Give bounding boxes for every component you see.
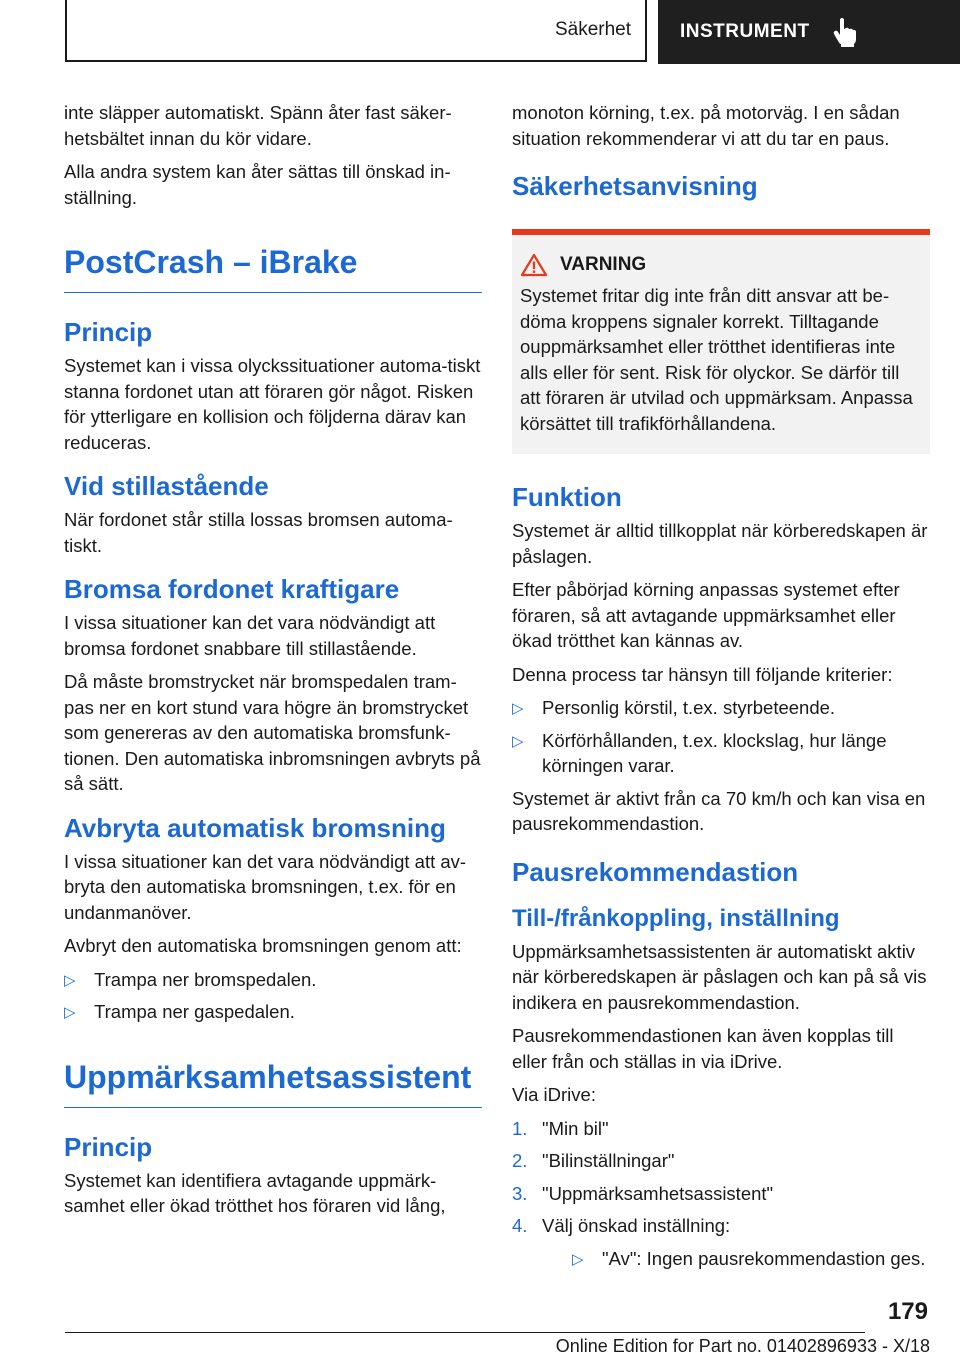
triangle-bullet-icon: ▷ bbox=[64, 971, 76, 989]
sub-bullet-list bbox=[572, 1246, 930, 1272]
paragraph: Denna process tar hänsyn till följande kriterier: bbox=[512, 663, 893, 685]
section-heading-sakerhetsanvisning: Säkerhetsanvisning bbox=[512, 171, 758, 201]
section-heading-pausrekommendastion: Pausrekommendastion bbox=[512, 856, 799, 887]
triangle-bullet-icon: ▷ bbox=[512, 700, 524, 717]
list-item: ▷ Personlig körstil, t.ex. styrbeteende. bbox=[512, 695, 930, 721]
left-column bbox=[64, 100, 482, 1227]
warning-box bbox=[512, 229, 930, 454]
paragraph: Efter påbörjad körning anpassas systemet efter föraren, så att avtagande uppmärksamhet eller ökad trötthet kan kännas av. bbox=[512, 579, 900, 651]
section-heading-funktion: Funktion bbox=[512, 482, 622, 512]
footer-divider bbox=[65, 1332, 865, 1333]
numbered-list bbox=[512, 1116, 930, 1272]
triangle-bullet-icon: ▷ bbox=[64, 1004, 76, 1021]
section-heading-avbryta: Avbryta automatisk bromsning bbox=[64, 812, 446, 843]
page-number: 179 bbox=[887, 1298, 928, 1325]
page-header bbox=[65, 0, 960, 64]
paragraph: Systemet är alltid tillkopplat när körberedskapen är påslagen. bbox=[512, 520, 928, 567]
paragraph: Systemet är aktivt från ca 70 km/h och kan visa en pausrekommendastion. bbox=[512, 787, 926, 834]
warning-text: Systemet fritar dig inte från ditt ansvar att be-döma kroppens signaler korrekt. Tilltagande ouppmärksamhet eller trötthet identifieras inte alls eller för sent. Risk för olyckor. Se därför till att föraren är utvilad och uppmärksam. Anpassa körsättet till trafikförhållandena. bbox=[520, 285, 913, 434]
right-column bbox=[512, 100, 930, 1278]
paragraph: Då måste bromstrycket när bromspedalen tram-pas ner en kort stund vara högre än bromstrycket som genereras av den automatiska bromsfunk-tionen. Den automatiska inbromsningen avbryts på så sätt. bbox=[64, 671, 481, 794]
paragraph: Systemet kan i vissa olyckssituationer automa-tiskt stanna fordonet utan att föraren gör något. Risken för ytterligare en kollision och följderna därav kan reduceras. bbox=[64, 355, 481, 453]
triangle-bullet-icon: ▷ bbox=[572, 1250, 584, 1268]
paragraph: När fordonet står stilla lossas bromsen automa-tiskt. bbox=[64, 509, 453, 556]
section-tab[interactable] bbox=[65, 0, 647, 62]
section-heading-princip: Princip bbox=[64, 1131, 153, 1162]
chapter-tab[interactable] bbox=[658, 0, 960, 64]
bullet-list bbox=[512, 695, 930, 779]
paragraph: inte släpper automatiskt. Spänn åter fast säker-hetsbältet innan du kör vidare. bbox=[64, 102, 452, 149]
section-heading-stillastaende: Vid stillastående bbox=[64, 471, 269, 501]
paragraph: Uppmärksamhetsassistenten är automatiskt aktiv när körberedskapen är påslagen och kan på så vis indikera en pausrekommendastion. bbox=[512, 940, 927, 1013]
list-item: ▷ Trampa ner bromspedalen. bbox=[64, 967, 482, 993]
paragraph: I vissa situationer kan det vara nödvändigt att bromsa fordonet snabbare till stillastående. bbox=[64, 612, 436, 659]
chapter-label: INSTRUMENT bbox=[680, 21, 810, 42]
chapter-heading-uppmarksamhet: Uppmärksamhetsassistent bbox=[64, 1057, 482, 1108]
list-item: ▷ Körförhållanden, t.ex. klockslag, hur länge körningen varar. bbox=[512, 729, 887, 776]
chapter-heading-postcrash: PostCrash – iBrake bbox=[64, 242, 482, 293]
list-item: ▷ Trampa ner gaspedalen. bbox=[64, 999, 482, 1025]
paragraph: Via iDrive: bbox=[512, 1084, 596, 1105]
paragraph: I vissa situationer kan det vara nödvändigt att av-bryta den automatiska bromsningen, t.ex. för en undanmanöver. bbox=[64, 850, 467, 923]
list-item: 2. "Bilinställningar" bbox=[512, 1150, 675, 1171]
triangle-bullet-icon: ▷ bbox=[512, 732, 524, 750]
footer-edition: Online Edition for Part no. 01402896933 - X/18 bbox=[555, 1336, 930, 1356]
list-item: 1. "Min bil" bbox=[512, 1117, 609, 1139]
warning-title: VARNING bbox=[560, 254, 647, 275]
warning-header bbox=[520, 253, 922, 277]
subsection-heading-tillkoppling: Till-/frånkoppling, inställning bbox=[512, 904, 840, 932]
paragraph: monoton körning, t.ex. på motorväg. I en sådan situation rekommenderar vi att du tar en paus. bbox=[512, 102, 900, 149]
warning-triangle-icon bbox=[520, 253, 548, 277]
paragraph: Pausrekommendastionen kan även kopplas till eller från och ställas in via iDrive. bbox=[512, 1025, 894, 1072]
section-label: Säkerhet bbox=[554, 19, 631, 40]
list-item: 3. "Uppmärksamhetsassistent" bbox=[512, 1182, 774, 1204]
section-heading-bromsa: Bromsa fordonet kraftigare bbox=[64, 574, 400, 604]
list-item: 4. Välj önskad inställning: ▷ "Av": Ingen pausrekommendastion ges. bbox=[512, 1213, 930, 1271]
paragraph: Systemet kan identifiera avtagande uppmärk-samhet eller ökad trötthet hos föraren vid lång, bbox=[64, 1169, 446, 1216]
paragraph: Alla andra system kan åter sättas till önskad in-ställning. bbox=[64, 161, 451, 208]
section-heading-princip: Princip bbox=[64, 317, 153, 347]
paragraph: Avbryt den automatiska bromsningen genom att: bbox=[64, 935, 462, 956]
bullet-list bbox=[64, 967, 482, 1025]
hand-pointer-icon bbox=[832, 17, 858, 47]
list-item: ▷ "Av": Ingen pausrekommendastion ges. bbox=[572, 1246, 930, 1272]
